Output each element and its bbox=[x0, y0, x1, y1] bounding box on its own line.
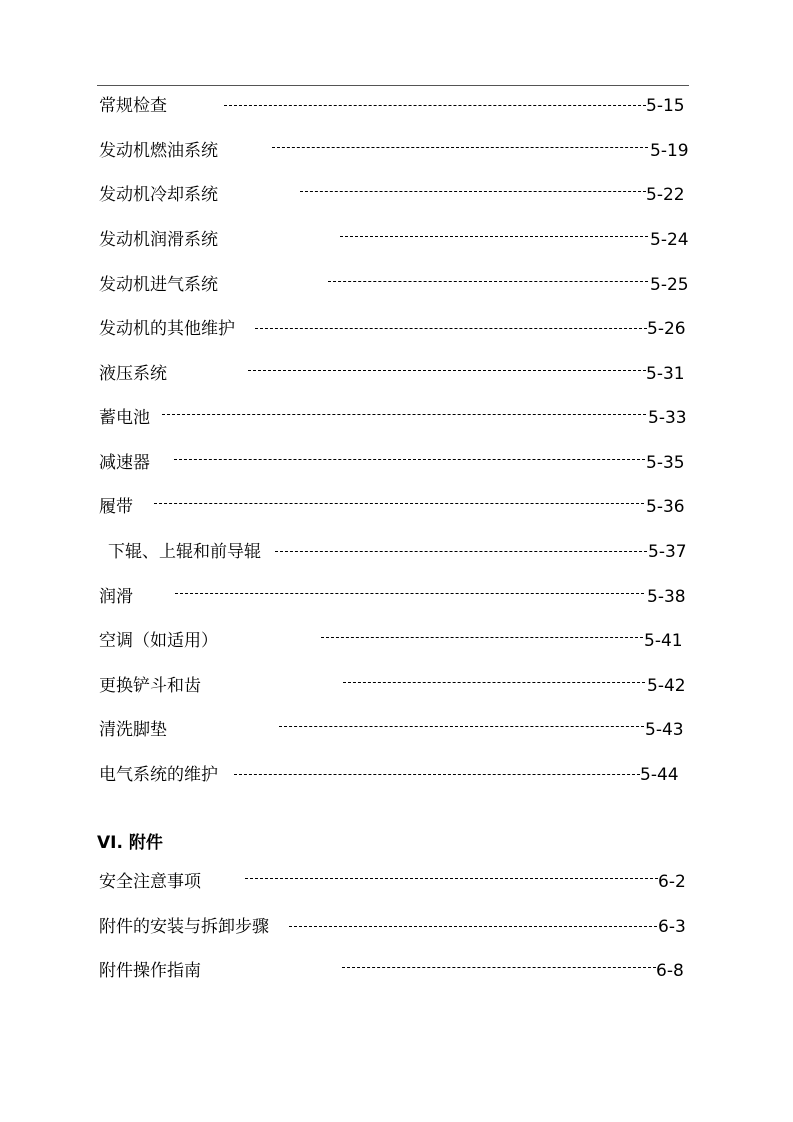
section-heading: VI. 附件 bbox=[97, 833, 163, 853]
toc-entry[interactable] bbox=[97, 674, 689, 698]
toc-entry[interactable] bbox=[97, 629, 689, 653]
toc-leader bbox=[234, 774, 640, 775]
toc-leader bbox=[175, 593, 644, 594]
toc-entry-title: 液压系统 bbox=[99, 364, 167, 384]
toc-entry-title: 蓄电池 bbox=[99, 408, 150, 428]
toc-entry[interactable] bbox=[97, 273, 689, 297]
header-rule bbox=[97, 85, 689, 86]
toc-leader bbox=[154, 503, 644, 504]
toc-leader bbox=[245, 878, 658, 879]
toc-entry-title: 发动机进气系统 bbox=[99, 275, 218, 295]
toc-entry-title: 清洗脚垫 bbox=[99, 720, 167, 740]
toc-entry[interactable] bbox=[97, 718, 689, 742]
toc-entry-title: 发动机燃油系统 bbox=[99, 141, 218, 161]
toc-page-number: 5-41 bbox=[644, 631, 683, 651]
toc-leader bbox=[342, 967, 656, 968]
toc-entry[interactable] bbox=[97, 94, 689, 118]
toc-leader bbox=[343, 682, 645, 683]
toc-entry[interactable] bbox=[97, 406, 689, 430]
toc-entry-title: 发动机润滑系统 bbox=[99, 230, 218, 250]
toc-entry-title: 更换铲斗和齿 bbox=[99, 676, 201, 696]
toc-leader bbox=[340, 236, 648, 237]
toc-page-number: 5-24 bbox=[650, 230, 689, 250]
toc-entry[interactable] bbox=[97, 915, 689, 939]
toc-entry-title: 附件的安装与拆卸步骤 bbox=[99, 917, 269, 937]
toc-entry-title: 发动机的其他维护 bbox=[99, 319, 235, 339]
toc-entry-title: 安全注意事项 bbox=[99, 872, 201, 892]
toc-entry[interactable] bbox=[97, 228, 689, 252]
toc-leader bbox=[174, 459, 645, 460]
toc-entry-title: 履带 bbox=[99, 497, 133, 517]
toc-leader bbox=[279, 726, 644, 727]
toc-page-number: 5-22 bbox=[646, 185, 685, 205]
toc-page-number: 5-42 bbox=[647, 676, 686, 696]
toc-leader bbox=[289, 926, 657, 927]
toc-leader bbox=[224, 105, 646, 106]
toc-entry-title: 常规检查 bbox=[99, 96, 167, 116]
toc-entry-title: 空调（如适用） bbox=[99, 631, 218, 651]
toc-entry[interactable] bbox=[97, 540, 689, 564]
toc-leader bbox=[255, 328, 647, 329]
toc-entry[interactable] bbox=[97, 451, 689, 475]
toc-page-number: 5-43 bbox=[645, 720, 684, 740]
toc-entry[interactable] bbox=[97, 870, 689, 894]
toc-entry-title: 附件操作指南 bbox=[99, 961, 201, 981]
toc-entry[interactable] bbox=[97, 495, 689, 519]
toc-leader bbox=[272, 147, 648, 148]
toc-page-number: 5-15 bbox=[646, 96, 685, 116]
toc-page-number: 6-3 bbox=[658, 917, 686, 937]
toc-entry[interactable] bbox=[97, 763, 689, 787]
toc-leader bbox=[162, 414, 646, 415]
toc-entry-title: 减速器 bbox=[99, 453, 150, 473]
toc-page-number: 6-2 bbox=[658, 872, 686, 892]
toc-page-number: 5-19 bbox=[650, 141, 689, 161]
toc-entry-title: 润滑 bbox=[99, 587, 133, 607]
toc-page-number: 5-44 bbox=[640, 765, 679, 785]
toc-page-number: 5-36 bbox=[646, 497, 685, 517]
toc-entry-title: 发动机冷却系统 bbox=[99, 185, 218, 205]
toc-leader bbox=[275, 551, 647, 552]
toc-page-number: 5-38 bbox=[647, 587, 686, 607]
toc-entry-title: 下辊、上辊和前导辊 bbox=[108, 542, 261, 562]
toc-page-number: 5-37 bbox=[648, 542, 687, 562]
toc-entry[interactable] bbox=[97, 183, 689, 207]
toc-page-number: 5-33 bbox=[648, 408, 687, 428]
toc-leader bbox=[248, 370, 646, 371]
toc-entry[interactable] bbox=[97, 317, 689, 341]
toc-page-number: 5-31 bbox=[646, 364, 685, 384]
toc-entry-title: 电气系统的维护 bbox=[99, 765, 218, 785]
toc-leader bbox=[328, 281, 648, 282]
toc-page-number: 6-8 bbox=[656, 961, 684, 981]
toc-entry[interactable] bbox=[97, 139, 689, 163]
toc-entry[interactable] bbox=[97, 585, 689, 609]
toc-page-number: 5-26 bbox=[647, 319, 686, 339]
toc-page-number: 5-25 bbox=[650, 275, 689, 295]
toc-leader bbox=[300, 191, 646, 192]
toc-entry[interactable] bbox=[97, 959, 689, 983]
toc-leader bbox=[321, 637, 643, 638]
toc-entry[interactable] bbox=[97, 362, 689, 386]
toc-page-number: 5-35 bbox=[646, 453, 685, 473]
